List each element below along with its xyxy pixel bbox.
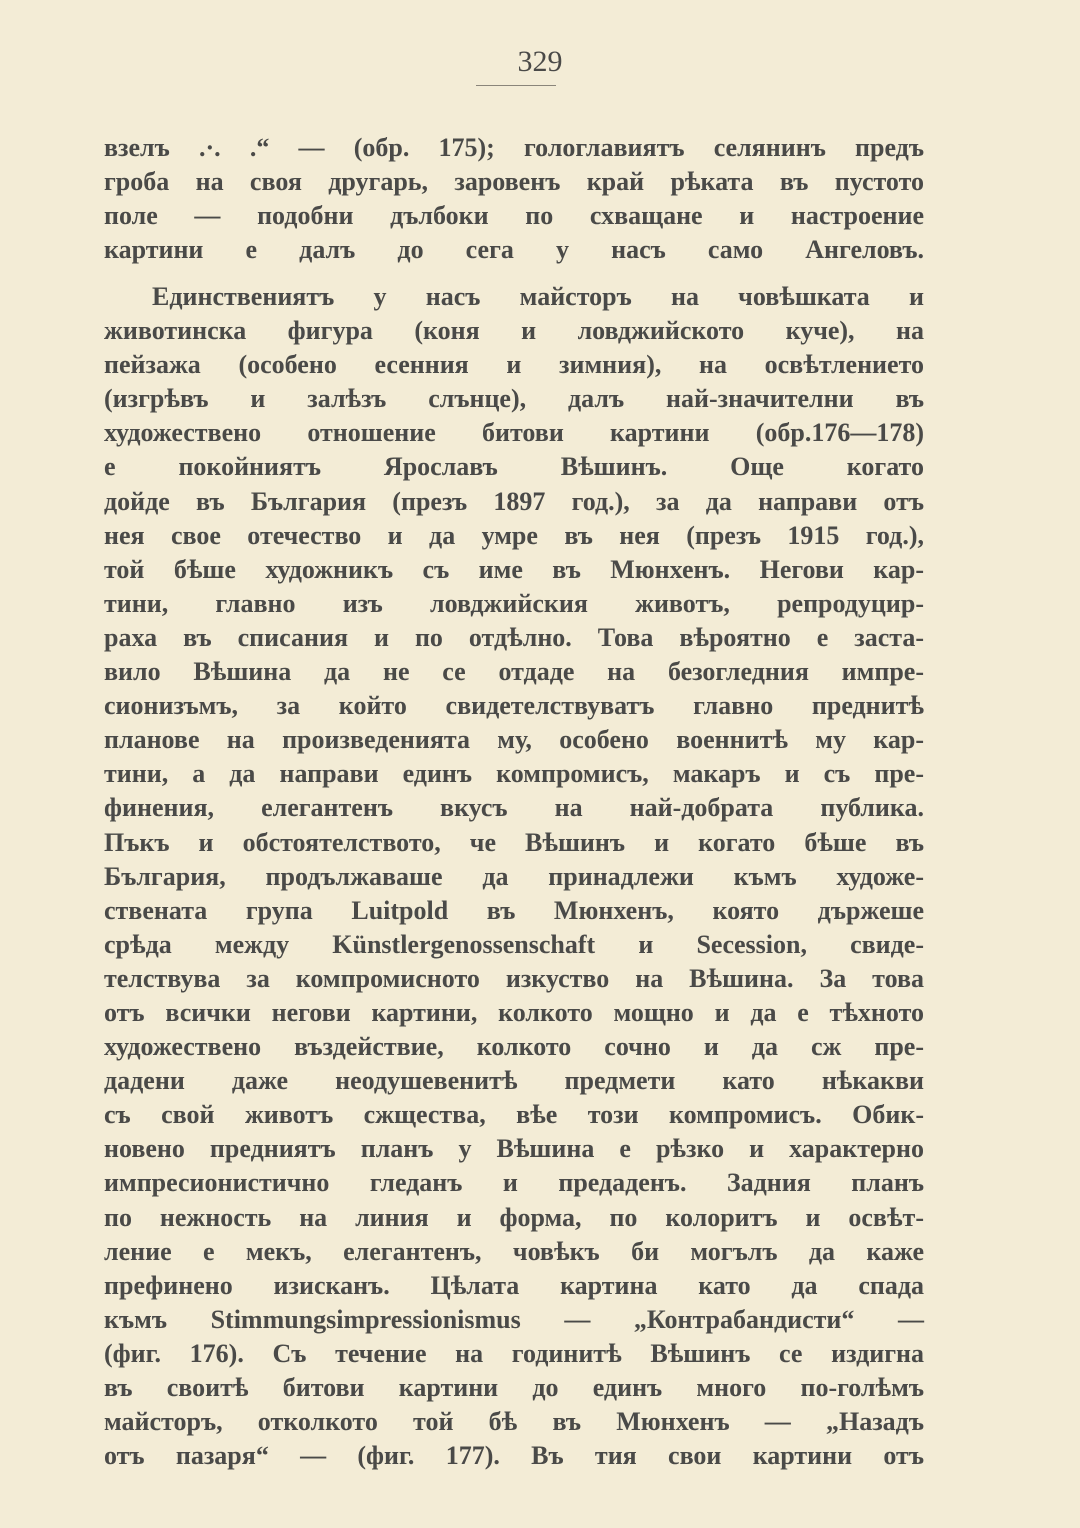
text-line: финения, елегантенъ вкусъ на най-добрата публика.	[104, 793, 924, 823]
text-line: дойде въ България (презъ 1897 год.), за да направи отъ	[104, 486, 924, 516]
text-line: нея свое отечество и да умре въ нея (презъ 1915 год.),	[104, 520, 924, 550]
text-line: животинска фигура (коня и ловджийското куче), на	[104, 316, 924, 346]
text-line: гроба на своя другарь, заровенъ край рѣката въ пустото	[104, 167, 924, 197]
text-line: съ свой животъ сжщества, вѣе този компромисъ. Обик-	[104, 1100, 924, 1130]
text-line: отъ всички негови картини, колкото мощно и да е тѣхното	[104, 997, 924, 1027]
page-number: 329	[517, 45, 563, 78]
text-line: (фиг. 176). Съ течение на годинитѣ Вѣшинъ се издигна	[104, 1338, 924, 1368]
text-line: новено предниятъ планъ у Вѣшина е рѣзко и характерно	[104, 1134, 924, 1164]
text-line: майсторъ, отколкото той бѣ въ Мюнхенъ — „Назадъ	[104, 1407, 924, 1437]
text-line: пейзажа (особено есенния и зимния), на освѣтлението	[104, 350, 924, 380]
text-line: сионизъмъ, за който свидетелствуватъ главно преднитѣ	[104, 691, 924, 721]
text-line: вило Вѣшина да не се отдаде на безогледния импре-	[104, 657, 924, 687]
text-line: той бѣше художникъ съ име въ Мюнхенъ. Негови кар-	[104, 554, 924, 584]
text-line: (изгрѣвъ и залѣзъ слънце), далъ най-значителни въ	[104, 384, 924, 414]
text-line: Единствениятъ у насъ майсторъ на човѣшката и	[152, 282, 924, 311]
text-line: художествено въздействие, колкото сочно и да сж пре-	[104, 1032, 924, 1062]
text-line: картини е далъ до сега у насъ само Ангеловъ.	[104, 235, 924, 265]
text-line: е покойниятъ Ярославъ Вѣшинъ. Още когато	[104, 452, 924, 482]
text-line: въ своитѣ битови картини до единъ много по-голѣмъ	[104, 1373, 924, 1402]
text-line: планове на произведенията му, особено военнитѣ му кар-	[104, 725, 924, 755]
page-number-rule	[476, 85, 556, 86]
text-line: Пъкъ и обстоятелството, че Вѣшинъ и когато бѣше въ	[104, 827, 924, 857]
text-line: импресионистично гледанъ и предаденъ. Задния планъ	[104, 1168, 924, 1198]
text-line: ствената група Luitpold въ Мюнхенъ, която държеше	[104, 895, 924, 925]
text-line: ление е мекъ, елегантенъ, човѣкъ би могълъ да каже	[104, 1236, 924, 1266]
text-line: тини, главно изъ ловджийския животъ, репродуцир-	[104, 588, 924, 618]
paragraph-2	[104, 280, 924, 1473]
text-line: тини, а да направи единъ компромисъ, макаръ и съ пре-	[104, 759, 924, 789]
text-line: дадени даже неодушевенитѣ предмети като нѣкакви	[104, 1066, 924, 1096]
text-line: художествено отношение битови картини (обр.176—178)	[104, 418, 924, 448]
text-line: по нежность на линия и форма, по колоритъ и освѣт-	[104, 1202, 924, 1232]
text-line: поле — подобни дълбоки по схващане и настроение	[104, 201, 924, 231]
text-line: раха въ списания и по отдѣлно. Това вѣроятно е заста-	[104, 622, 924, 652]
text-line: България, продължаваше да принадлежи къмъ художе-	[104, 861, 924, 891]
paragraph-1	[104, 131, 924, 267]
text-line: взелъ .·. .“ — (обр. 175); гологлавиятъ селянинъ предъ	[104, 133, 924, 162]
text-line: отъ пазаря“ — (фиг. 177). Въ тия свои картини отъ	[104, 1441, 924, 1471]
text-line: префинено изисканъ. Цѣлата картина като да спада	[104, 1270, 924, 1300]
text-line: къмъ Stimmungsimpressionismus — „Контрабандисти“ —	[104, 1304, 924, 1334]
text-line: срѣда между Künstlergenossenschaft и Secession, свиде-	[104, 929, 924, 959]
text-line: телствува за компромисното изкуство на Вѣшина. За това	[104, 963, 924, 993]
